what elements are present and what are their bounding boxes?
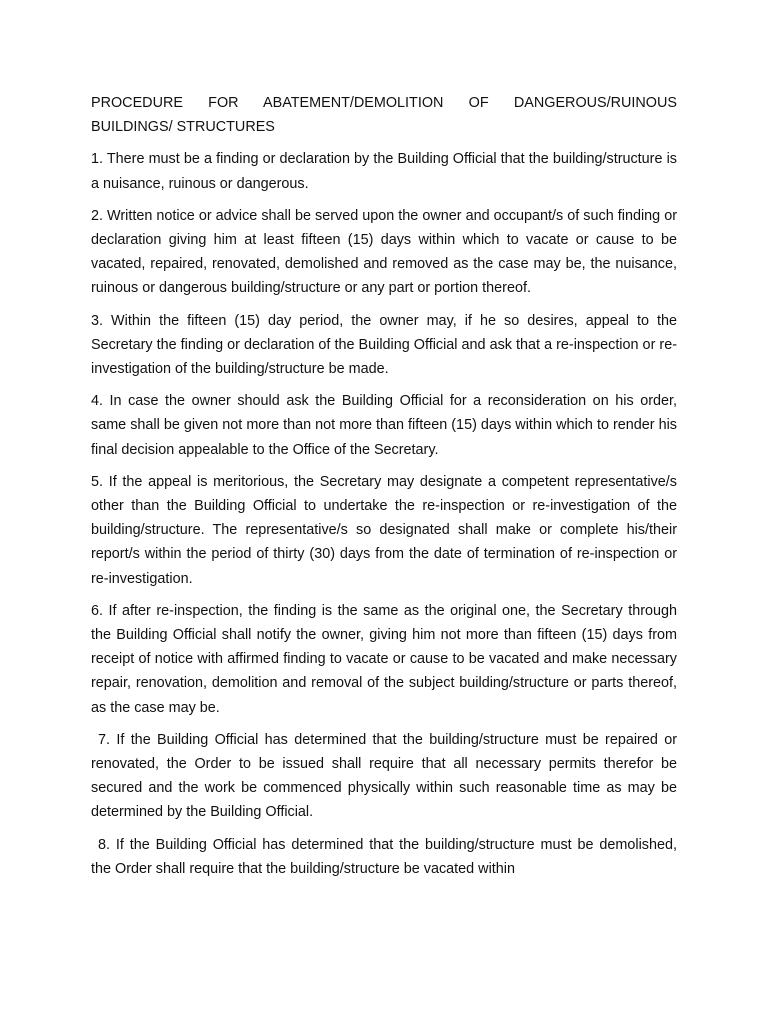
document-page <box>91 91 677 889</box>
document-title-line-1: PROCEDURE FOR ABATEMENT/DEMOLITION OF DANGEROUS/RUINOUS <box>91 95 677 111</box>
paragraph-6: 6. If after re-inspection, the finding is the same as the original one, the Secretary through the Building Official shall notify the owner, giving him not more than fifteen (15) days from receipt of notice with affirmed finding to vacate or cause to be vacated and make necessary repair, renovation, demolition and removal of the subject building/structure or parts thereof, as the case may be. <box>91 602 677 716</box>
paragraph-2: 2. Written notice or advice shall be served upon the owner and occupant/s of such finding or declaration giving him at least fifteen (15) days within which to vacate or cause to be vacated, repaired, renovated, demolished and removed as the case may be, the nuisance, ruinous or dangerous building/structure or any part or portion thereof. <box>91 207 677 297</box>
paragraph-4: 4. In case the owner should ask the Building Official for a reconsideration on his order, same shall be given not more than not more than fifteen (15) days within which to render his final decision appealable to the Office of the Secretary. <box>91 393 677 458</box>
paragraph-3: 3. Within the fifteen (15) day period, the owner may, if he so desires, appeal to the Secretary the finding or declaration of the Building Official and ask that a re-inspection or re-investigation of the building/structure be made. <box>91 312 677 378</box>
document-title-line-2: BUILDINGS/ STRUCTURES <box>91 119 275 136</box>
paragraph-8: 8. If the Building Official has determined that the building/structure must be demolished, the Order shall require that the building/structure be vacated within <box>91 836 677 877</box>
paragraph-7: 7. If the Building Official has determined that the building/structure must be repaired or renovated, the Order to be issued shall require that all necessary permits therefor be secured and the work be commenced physically within such reasonable time as may be determined by the Building Official. <box>91 731 677 821</box>
paragraph-5: 5. If the appeal is meritorious, the Secretary may designate a competent representative/s other than the Building Official to undertake the re-inspection or re-investigation of the building/structure. The representative/s so designated shall make or complete his/their report/s within the period of thirty (30) days from the date of termination of re-inspection or re-investigation. <box>91 473 677 587</box>
document-title <box>91 91 677 139</box>
paragraph-1: 1. There must be a finding or declaration by the Building Official that the building/structure is a nuisance, ruinous or dangerous. <box>91 151 677 192</box>
